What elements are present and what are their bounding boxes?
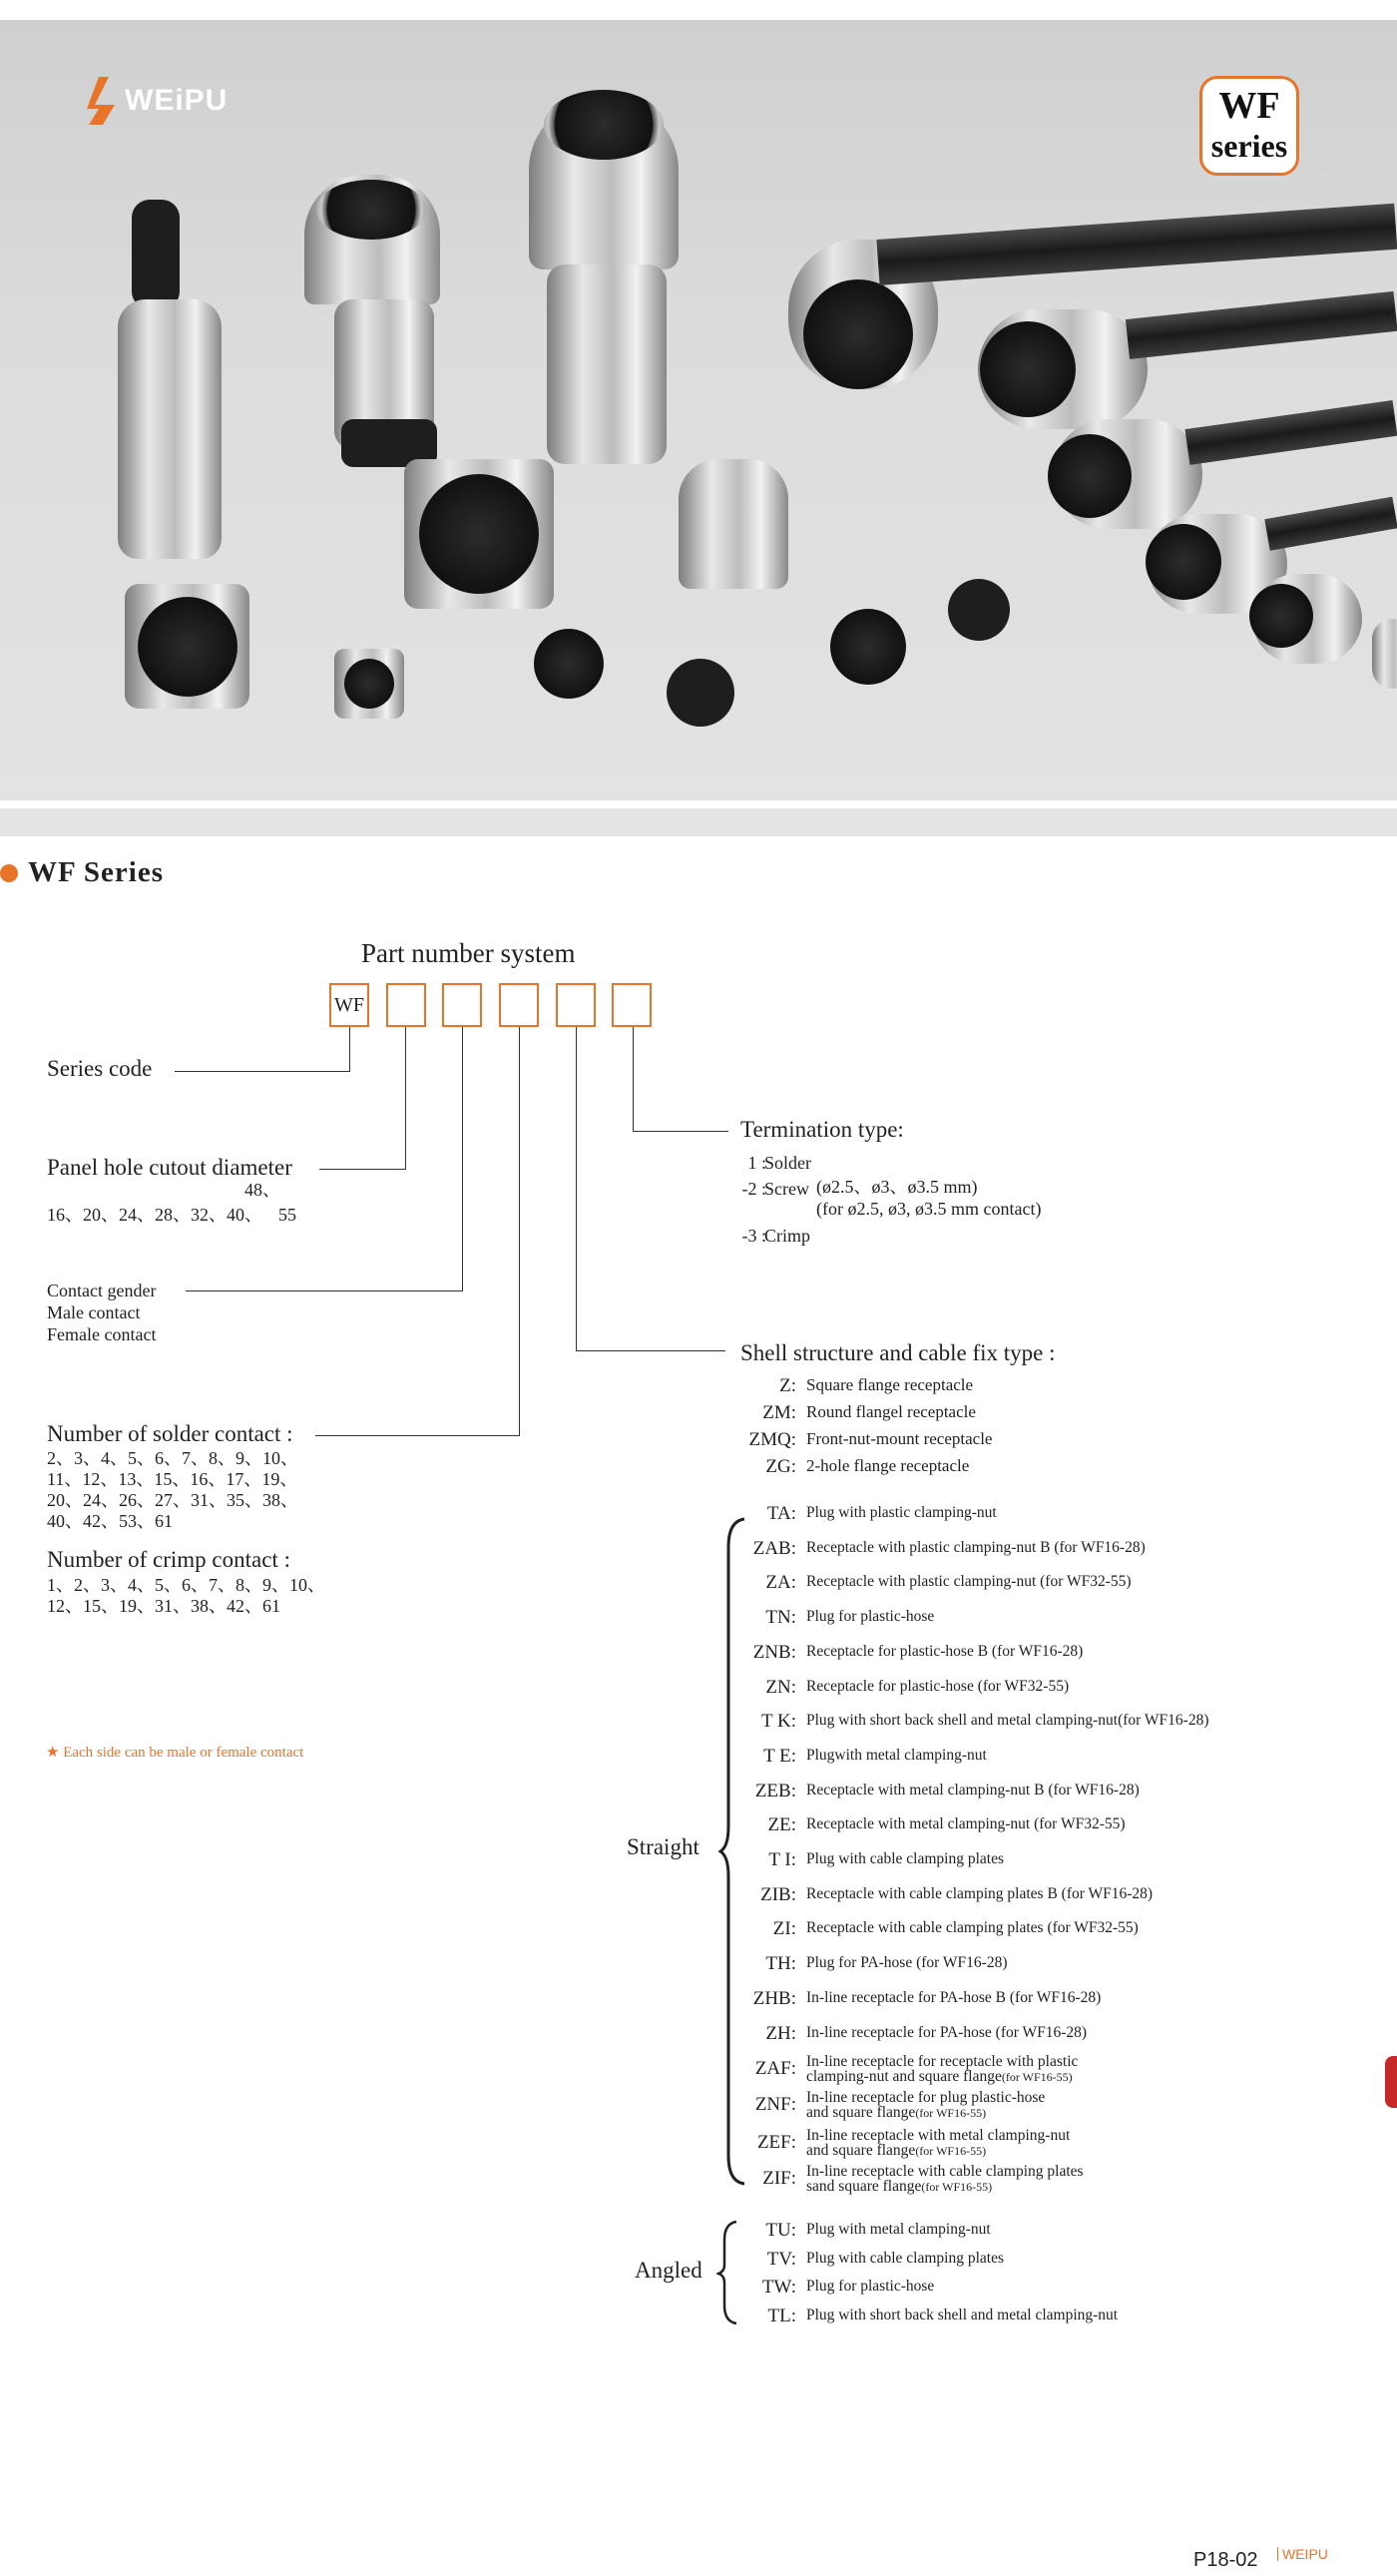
shell-description: In-line receptacle for PA-hose (for WF16-28) (806, 2023, 1088, 2041)
shell-description: 2-hole flange receptacle (806, 1456, 970, 1475)
solder-contact-label: Number of solder contact : (47, 1421, 293, 1446)
shell-description: Receptacle with metal clamping-nut B (for WF16-28) (806, 1781, 1140, 1799)
male-contact-text: Male contact (47, 1302, 141, 1322)
desc-line: In-line receptacle for plug plastic-hose (806, 2089, 1046, 2106)
term-text: Crimp (764, 1226, 811, 1246)
contact-note: ★ Each side can be male or female contact (46, 1745, 304, 1761)
hero-divider-strip (0, 808, 1397, 836)
desc-line-main: and square flange (806, 2104, 916, 2121)
term-code: 1 : (747, 1153, 766, 1173)
term-text: Screw (764, 1179, 809, 1199)
part-box-diameter (386, 983, 426, 1027)
desc-line (806, 2143, 1070, 2159)
shell-description: Plugwith metal clamping-nut (806, 1746, 987, 1764)
shell-description (806, 2128, 1070, 2159)
side-tab-marker (1385, 2056, 1397, 2108)
desc-line-main: clamping-nut and square flange (806, 2068, 1002, 2085)
shell-code: ZA: (765, 1572, 796, 1594)
desc-line (806, 2069, 1078, 2085)
panel-hole-values: 16、20、24、28、32、40、 (47, 1205, 262, 1225)
desc-note: (for WF16-55) (921, 2180, 993, 2194)
leader-line (633, 1027, 634, 1132)
desc-note: (for WF16-55) (915, 2106, 987, 2120)
shell-description: Plug with metal clamping-nut (806, 2221, 991, 2238)
shell-description: Plug with plastic clamping-nut (806, 1504, 997, 1521)
term-text: Solder (764, 1153, 811, 1173)
shell-description: Plug with cable clamping plates (806, 2249, 1005, 2267)
shell-description: Round flangel receptacle (806, 1402, 976, 1421)
part-number-title: Part number system (361, 938, 576, 968)
angled-label: Angled (635, 2258, 702, 2283)
shell-code: ZNB: (752, 1641, 796, 1663)
part-box-gender (442, 983, 482, 1027)
leader-line (315, 1435, 520, 1436)
desc-note: (for WF16-55) (1001, 2070, 1073, 2084)
shell-code: ZIF: (762, 2168, 796, 2189)
panel-hole-values-end: 55 (278, 1205, 296, 1225)
badge-line1: WF (1218, 85, 1280, 127)
footer-brand (1277, 2547, 1328, 2561)
desc-line (806, 2179, 1084, 2195)
term-detail: (ø2.5、ø3、ø3.5 mm) (816, 1177, 978, 1197)
leader-line (186, 1290, 463, 1291)
panel-hole-label: Panel hole cutout diameter (47, 1155, 292, 1180)
leader-line (405, 1027, 406, 1170)
straight-brace-icon (718, 1517, 748, 2186)
term-code: -2 : (741, 1179, 766, 1199)
series-code-label: Series code (47, 1056, 153, 1081)
shell-code: TA: (766, 1503, 796, 1524)
shell-description: Plug with cable clamping plates (806, 1850, 1005, 1867)
shell-code: ZG: (765, 1456, 796, 1477)
shell-code: TH: (765, 1953, 796, 1975)
shell-code: ZN: (765, 1676, 796, 1698)
shell-description (806, 2090, 1045, 2121)
shell-description: Receptacle with metal clamping-nut (for WF32-55) (806, 1815, 1126, 1833)
shell-code: ZMQ: (748, 1429, 796, 1450)
solder-line: 2、3、4、5、6、7、8、9、10、 (47, 1448, 298, 1468)
shell-code: TW: (761, 2277, 796, 2298)
shell-description: Plug for plastic-hose (806, 2278, 935, 2295)
leader-line (576, 1027, 577, 1351)
crimp-contact-list (47, 1575, 325, 1617)
page-number: P18-02 (1193, 2549, 1258, 2571)
section-title: WF Series (28, 856, 164, 888)
shell-description: Receptacle with cable clamping plates (for WF32-55) (806, 1919, 1139, 1937)
shell-description: Plug for plastic-hose (806, 1608, 935, 1626)
term-code: -3 : (741, 1226, 766, 1246)
desc-line: In-line receptacle with cable clamping plates (806, 2163, 1084, 2180)
desc-line-main: and square flange (806, 2142, 916, 2159)
shell-code: TV: (766, 2248, 796, 2270)
wf-series-badge (1199, 76, 1299, 176)
leader-line (633, 1131, 728, 1132)
brand-logo (85, 75, 228, 127)
leader-line (462, 1027, 463, 1291)
shell-code: ZIB: (760, 1883, 796, 1905)
badge-line2: series (1210, 128, 1288, 164)
shell-code: TN: (765, 1607, 796, 1629)
shell-description (806, 2164, 1084, 2195)
part-box-wf: WF (329, 983, 369, 1027)
part-box-contacts (499, 983, 539, 1027)
shell-code: Z: (779, 1375, 796, 1396)
angled-brace-icon (716, 2220, 740, 2325)
crimp-contact-label: Number of crimp contact : (47, 1547, 290, 1572)
solder-line: 40、42、53、61 (47, 1511, 173, 1531)
female-contact-text: Female contact (47, 1324, 157, 1344)
shell-code: T E: (763, 1745, 796, 1767)
contact-gender-label: Contact gender (47, 1281, 157, 1300)
straight-label: Straight (627, 1834, 699, 1859)
crimp-line: 1、2、3、4、5、6、7、8、9、10、 (47, 1575, 325, 1595)
term-detail: (for ø2.5, ø3, ø3.5 mm contact) (816, 1199, 1042, 1219)
solder-line: 20、24、26、27、31、35、38、 (47, 1490, 298, 1510)
shell-description: Receptacle with plastic clamping-nut (for WF32-55) (806, 1573, 1132, 1591)
shell-code: ZEB: (754, 1780, 796, 1802)
weipu-logo-icon (85, 75, 119, 127)
shell-description: Receptacle for plastic-hose B (for WF16-28) (806, 1642, 1084, 1660)
leader-line (319, 1169, 406, 1170)
desc-note: (for WF16-55) (915, 2144, 987, 2158)
shell-description (806, 2054, 1078, 2085)
shell-code: ZH: (765, 2022, 796, 2044)
shell-code: ZI: (772, 1918, 796, 1940)
shell-code: TU: (765, 2220, 796, 2241)
shell-code: ZM: (762, 1402, 796, 1423)
leader-line (519, 1027, 520, 1436)
shell-code: T K: (760, 1711, 796, 1733)
shell-code: ZAF: (754, 2058, 796, 2079)
shell-description: Receptacle with plastic clamping-nut B (for WF16-28) (806, 1538, 1146, 1556)
shell-description: Front-nut-mount receptacle (806, 1429, 993, 1448)
brand-name: WEiPU (125, 84, 229, 117)
leader-line (576, 1350, 725, 1351)
shell-code: ZE: (767, 1814, 796, 1836)
shell-code: TL: (767, 2305, 796, 2326)
shell-description: In-line receptacle for PA-hose B (for WF16-28) (806, 1988, 1102, 2006)
shell-description: Receptacle for plastic-hose (for WF32-55) (806, 1677, 1070, 1695)
shell-description: Plug for PA-hose (for WF16-28) (806, 1954, 1008, 1972)
solder-line: 11、12、13、15、16、17、19、 (47, 1469, 298, 1489)
desc-line: In-line receptacle with metal clamping-nut (806, 2127, 1071, 2144)
shell-code: ZEF: (756, 2132, 796, 2153)
shell-code: ZAB: (752, 1537, 796, 1559)
footer-brand-name: WEIPU (1282, 2546, 1328, 2562)
shell-code: T I: (768, 1849, 796, 1870)
part-box-termination (612, 983, 652, 1027)
crimp-line: 12、15、19、31、38、42、61 (47, 1596, 280, 1616)
shell-description: Plug with short back shell and metal clamping-nut (806, 2306, 1119, 2323)
shell-structure-label: Shell structure and cable fix type : (740, 1340, 1056, 1365)
shell-description: Plug with short back shell and metal clamping-nut(for WF16-28) (806, 1712, 1209, 1730)
desc-line-main: sand square flange (806, 2178, 922, 2195)
hero-product-photo (0, 20, 1397, 800)
shell-description: Square flange receptacle (806, 1375, 974, 1394)
shell-description: Receptacle with cable clamping plates B (for WF16-28) (806, 1884, 1154, 1902)
panel-hole-values-top: 48、 (244, 1180, 280, 1200)
shell-code: ZNF: (754, 2094, 796, 2115)
leader-line (175, 1071, 350, 1072)
leader-line (349, 1027, 350, 1072)
termination-label: Termination type: (740, 1117, 904, 1142)
part-box-shell (556, 983, 596, 1027)
desc-line (806, 2105, 1045, 2121)
solder-contact-list (47, 1448, 298, 1532)
desc-line: In-line receptacle for receptacle with plastic (806, 2053, 1079, 2070)
section-bullet-icon (0, 864, 18, 882)
shell-code: ZHB: (752, 1987, 796, 2009)
